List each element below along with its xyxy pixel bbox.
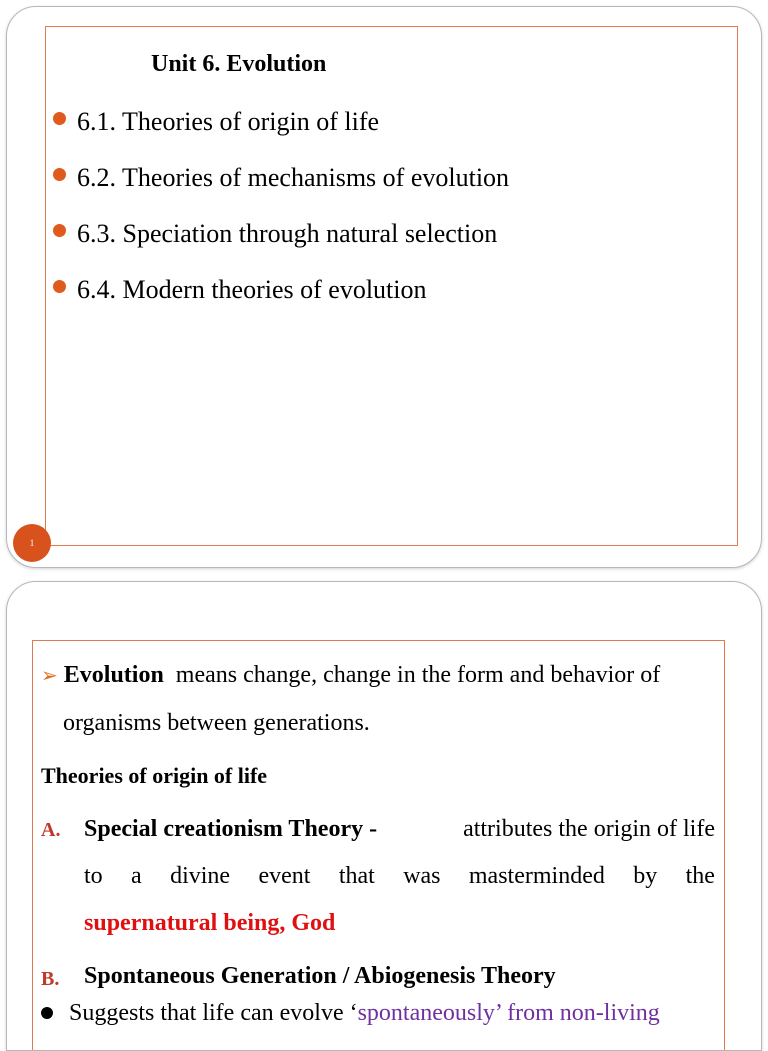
item-b-bullet	[69, 1000, 660, 1027]
item-b-bullet-text: Suggests that life can evolve ‘	[69, 1000, 358, 1026]
item-a-highlight: supernatural being, God	[84, 910, 336, 936]
item-a-text: attributes the origin of life	[463, 816, 715, 842]
list-item	[53, 219, 497, 249]
item-a-line-1	[41, 816, 60, 843]
item-b-label-wrap	[41, 965, 59, 992]
word: a	[131, 863, 142, 889]
page-number-badge: 1	[13, 524, 51, 562]
evolution-term: Evolution	[63, 662, 164, 688]
evolution-definition-line-2: organisms between generations.	[63, 710, 370, 736]
list-item-text: 6.2. Theories of mechanisms of evolution	[77, 163, 510, 192]
word: to	[84, 863, 103, 889]
item-b-bullet-highlight: spontaneously’ from non-living	[357, 1000, 660, 1026]
item-b-title: Spontaneous Generation / Abiogenesis Theory	[84, 963, 556, 989]
word: by	[633, 863, 658, 889]
list-item	[53, 275, 427, 305]
item-a-title: Special creationism Theory -	[84, 816, 378, 842]
list-item	[53, 163, 509, 193]
item-a-second-line	[84, 863, 715, 890]
word: that	[338, 863, 375, 889]
slide-1	[6, 6, 762, 568]
section-heading: Theories of origin of life	[41, 763, 268, 788]
evolution-definition-text: means change, change in the form and behavior of	[175, 662, 661, 688]
word: divine	[170, 863, 231, 889]
word: masterminded	[468, 863, 605, 889]
bullet-dot-icon	[53, 168, 66, 181]
word: the	[685, 863, 715, 889]
bullet-dot-icon	[53, 280, 66, 293]
item-a-label: A.	[41, 819, 61, 841]
slide-2	[6, 581, 762, 1051]
bullet-dot-icon	[53, 224, 66, 237]
word: was	[403, 863, 441, 889]
bullet-dot-icon	[53, 112, 66, 125]
list-item-text: 6.1. Theories of origin of life	[77, 107, 380, 136]
arrow-bullet-icon: ➢	[41, 665, 58, 687]
list-item	[53, 107, 379, 137]
list-item-text: 6.3. Speciation through natural selection	[77, 219, 498, 248]
word: event	[258, 863, 311, 889]
bullet-dot-icon	[41, 1007, 53, 1019]
slide-1-title: Unit 6. Evolution	[151, 51, 327, 77]
list-item-text: 6.4. Modern theories of evolution	[77, 275, 427, 304]
evolution-definition-line-1	[41, 662, 660, 689]
item-a-first-line	[84, 816, 715, 843]
item-b-label: B.	[41, 968, 60, 990]
